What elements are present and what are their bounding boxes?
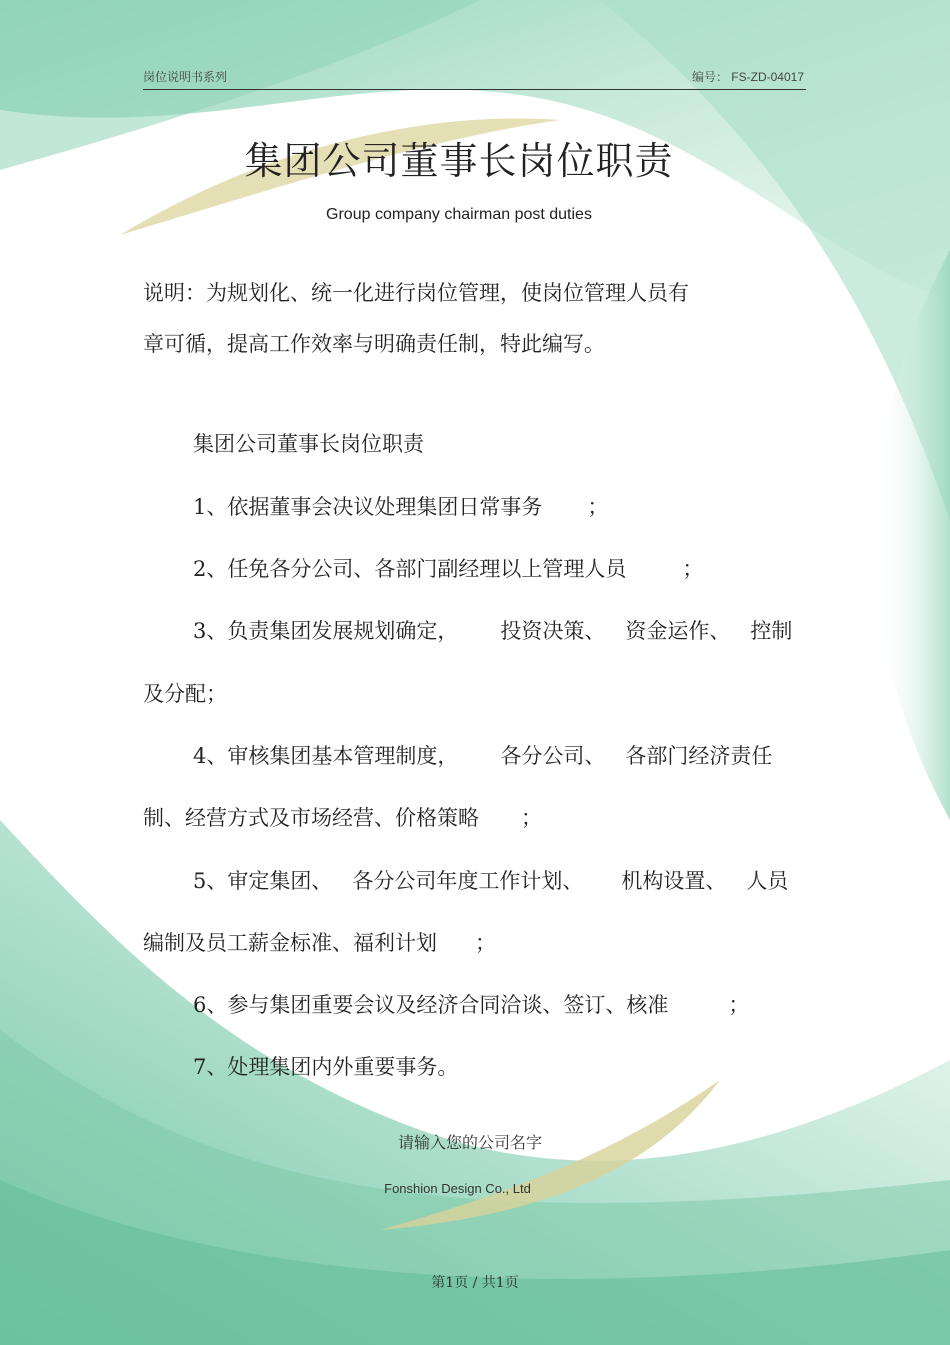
duty-5-cont-text: 编制及员工薪金标准、福利计划 (143, 931, 437, 955)
duty-3-continued: 及分配； (143, 682, 227, 706)
duty-5-part-c: 机构设置、 (621, 869, 727, 893)
duty-3-part-d: 控制 (750, 619, 793, 643)
duty-6-text: 6、参与集团重要会议及经济合同洽谈、签订、核准 (193, 993, 669, 1017)
duty-3-part-c: 资金运作、 (625, 619, 731, 643)
duty-3-part-a: 3、负责集团发展规划确定， (193, 619, 459, 643)
duty-4-cont-text: 制、经营方式及市场经营、价格策略 (143, 806, 479, 830)
duty-5-part-b: 各分公司年度工作计划、 (352, 869, 584, 893)
duty-item-5 (193, 865, 788, 895)
duty-4-part-a: 4、审核集团基本管理制度， (193, 744, 459, 768)
intro-line-2: 章可循，提高工作效率与明确责任制，特此编写。 (143, 332, 605, 356)
duty-item-7: 7、处理集团内外重要事务。 (193, 1055, 459, 1079)
duty-5-part-a: 5、审定集团、 (193, 869, 333, 893)
section-heading: 集团公司董事长岗位职责 (193, 432, 424, 456)
duty-4-part-c: 各部门经济责任 (625, 744, 773, 768)
header-doc-code: 编号： FS-ZD-04017 (691, 70, 804, 84)
page-subtitle: Group company chairman post duties (326, 206, 592, 223)
header-series: 岗位说明书系列 (143, 70, 228, 84)
duty-item-2 (193, 553, 703, 583)
duty-2-end: ； (682, 557, 704, 581)
duty-item-3 (193, 615, 792, 645)
intro-line-1: 说明：为规划化、统一化进行岗位管理，使岗位管理人员有 (143, 281, 689, 305)
header-rule (143, 89, 806, 90)
company-name-placeholder: 请输入您的公司名字 (397, 1133, 542, 1152)
duty-2-text: 2、任免各分公司、各部门副经理以上管理人员 (193, 557, 627, 581)
duty-item-4 (193, 740, 772, 770)
page-indicator: 第1页 / 共1页 (431, 1275, 519, 1291)
duty-1-end: ； (587, 495, 609, 519)
duty-5-part-d: 人员 (746, 869, 789, 893)
duty-4-part-b: 各分公司、 (500, 744, 606, 768)
duty-5-end: ； (475, 931, 496, 955)
duty-4-end: ； (521, 806, 542, 830)
duty-1-text: 1、依据董事会决议处理集团日常事务 (193, 495, 543, 519)
duty-item-1 (193, 491, 608, 521)
duty-item-6 (193, 989, 749, 1019)
duty-4-continued (143, 802, 542, 832)
page-title: 集团公司董事长岗位职责 (244, 139, 674, 183)
duty-6-end: ； (728, 993, 750, 1017)
duty-5-continued (143, 927, 496, 957)
company-name-english: Fonshion Design Co., Ltd (384, 1181, 531, 1196)
duty-3-part-b: 投资决策、 (500, 619, 606, 643)
